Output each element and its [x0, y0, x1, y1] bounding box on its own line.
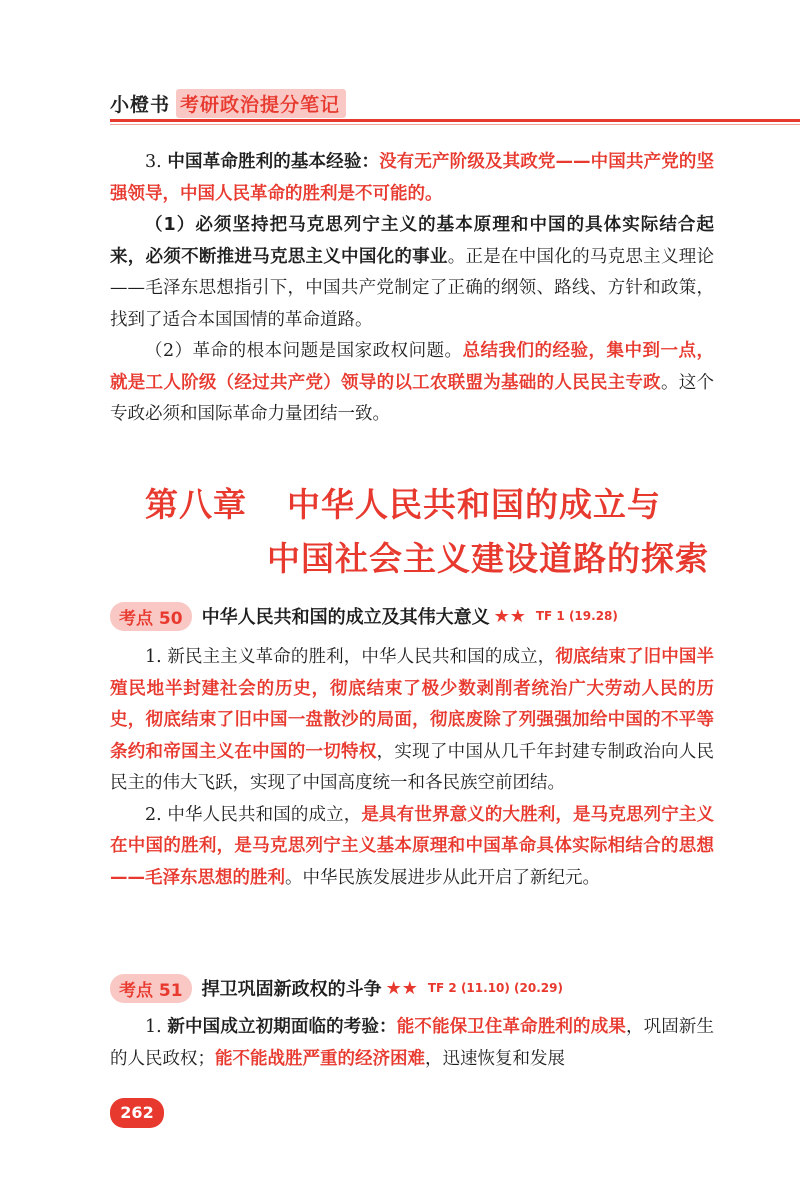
- text-run: 中国革命胜利的基本经验：: [167, 152, 380, 172]
- text-run: 新中国成立初期面临的考验：: [167, 1017, 397, 1037]
- paragraph: [110, 147, 714, 210]
- chapter-title-line2: 中国社会主义建设道路的探索: [267, 539, 709, 578]
- header-rule-thin: [110, 124, 800, 125]
- text-run: （2）革命的根本问题是国家政权问题。: [145, 341, 463, 361]
- paragraph: [110, 642, 714, 800]
- kp-title: 中华人民共和国的成立及其伟大意义: [201, 607, 490, 628]
- brand-name: 小橙书: [110, 93, 171, 116]
- text-run: 能不能战胜严重的经济困难: [215, 1048, 425, 1069]
- series-title: 考研政治提分笔记: [176, 89, 346, 118]
- text-run: ，迅速恢复和发展: [425, 1048, 565, 1069]
- kp51-body: [110, 1012, 714, 1075]
- text-run: ，实现了中国从几千年封建专制政治向人民民主的伟大飞跃，实现了中国高度统一和各民族空前团结。: [110, 741, 715, 793]
- text-run: 彻底结束了旧中国半殖民地半封建社会的历史，彻底结束了极少数剥削者统治广大劳动人民的历史，彻底结束了旧中国一盘散沙的局面，彻底废除了列强强加给中国的不平等条约和帝国主义在中国的一切特权: [110, 647, 714, 762]
- kp-title: 捍卫巩固新政权的斗争: [201, 979, 382, 1000]
- kp50-body: [110, 642, 714, 894]
- paragraph: [110, 800, 714, 895]
- star-icon: ★★: [493, 605, 526, 627]
- section-top: [110, 147, 714, 431]
- text-run: ，巩固新生的人民政权；: [110, 1017, 715, 1069]
- kp51-heading: [110, 972, 563, 1004]
- paragraph: [110, 210, 714, 336]
- paragraph: [110, 1012, 714, 1075]
- chapter-title-line1: 中华人民共和国的成立与: [287, 485, 661, 524]
- text-run: 总结我们的经验，集中到一点，就是工人阶级（经过共产党）领导的以工农联盟为基础的人民民主专政: [110, 341, 715, 393]
- page-number: 262: [110, 1098, 164, 1128]
- text-run: 。中华民族发展进步从此开启了新纪元。: [285, 867, 600, 888]
- chapter-heading: [145, 478, 745, 586]
- tf-frequency: TF 2 (11.10) (20.29): [427, 981, 563, 995]
- star-icon: ★★: [385, 977, 418, 999]
- chapter-number: 第八章: [145, 485, 247, 524]
- tf-frequency: TF 1 (19.28): [535, 609, 618, 623]
- text-run: 1. 新民主主义革命的胜利，中华人民共和国的成立，: [145, 647, 556, 667]
- text-run: 。这个专政必须和国际革命力量团结一致。: [110, 372, 714, 424]
- text-run: 。正是在中国化的马克思主义理论——毛泽东思想指引下，中国共产党制定了正确的纲领、路线、方针和政策，找到了适合本国国情的革命道路。: [110, 246, 715, 330]
- kp-badge: 考点 51: [110, 974, 192, 1003]
- text-run: 2. 中华人民共和国的成立，: [145, 804, 362, 825]
- page-header: [110, 88, 346, 118]
- text-run: 3.: [145, 152, 168, 172]
- text-run: （1）必须坚持把马克思列宁主义的基本原理和中国的具体实际结合起来，必须不断推进马克思主义中国化的事业: [110, 215, 714, 267]
- text-run: 1.: [145, 1017, 168, 1037]
- kp-badge: 考点 50: [110, 602, 192, 631]
- text-run: 是具有世界意义的大胜利，是马克思列宁主义在中国的胜利，是马克思列宁主义基本原理和中国革命具体实际相结合的思想——毛泽东思想的胜利: [110, 804, 715, 888]
- text-run: 能不能保卫住革命胜利的成果: [396, 1017, 626, 1037]
- paragraph: [110, 336, 714, 431]
- header-rule: [110, 119, 800, 122]
- text-run: 没有无产阶级及其政党——中国共产党的坚强领导，中国人民革命的胜利是不可能的。: [110, 152, 715, 204]
- kp50-heading: [110, 600, 618, 632]
